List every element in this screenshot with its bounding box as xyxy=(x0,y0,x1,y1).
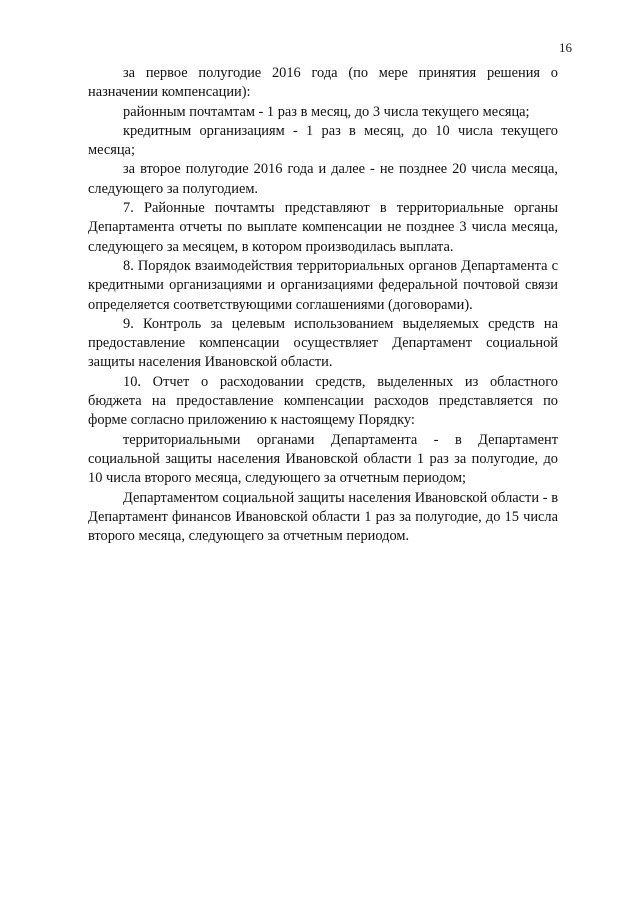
paragraph-second-half-year: за второе полугодие 2016 года и далее - не позднее 20 числа месяца, следующего за полугодием. xyxy=(88,161,558,197)
paragraph-item-9: 9. Контроль за целевым использованием выделяемых средств на предоставление компенсации осуществляет Департамент социальной защиты населения Ивановской области. xyxy=(88,315,558,371)
paragraph-first-half-year: за первое полугодие 2016 года (по мере принятия решения о назначении компенсации): xyxy=(88,65,558,101)
document-body xyxy=(88,64,558,546)
page-number: 16 xyxy=(559,40,572,55)
paragraph-item-8: 8. Порядок взаимодействия территориальных органов Департамента с кредитными организациями и организациями федеральной почтовой связи определяется соответствующими соглашениями (договорами). xyxy=(88,257,558,313)
paragraph-post-offices: районным почтамтам - 1 раз в месяц, до 3 числа текущего месяца; xyxy=(123,103,530,120)
paragraph-territorial-bodies: территориальными органами Департамента - в Департамент социальной защиты населения Ивановской области 1 раз за полугодие, до 10 числа второго месяца, следующего за отчетным периодом; xyxy=(88,431,558,487)
paragraph-department: Департаментом социальной защиты населения Ивановской области - в Департамент финансов Ивановской области 1 раз за полугодие, до 15 числа второго месяца, следующего за отчетным периодом. xyxy=(88,489,558,545)
paragraph-credit-organizations: кредитным организациям - 1 раз в месяц, до 10 числа текущего месяца; xyxy=(88,122,558,159)
paragraph-item-10: 10. Отчет о расходовании средств, выделенных из областного бюджета на предоставление компенсации расходов представляется по форме согласно приложению к настоящему Порядку: xyxy=(88,373,558,429)
paragraph-item-7: 7. Районные почтамты представляют в территориальные органы Департамента отчеты по выплате компенсации не позднее 3 числа месяца, следующего за месяцем, в котором производилась выплата. xyxy=(88,200,558,255)
